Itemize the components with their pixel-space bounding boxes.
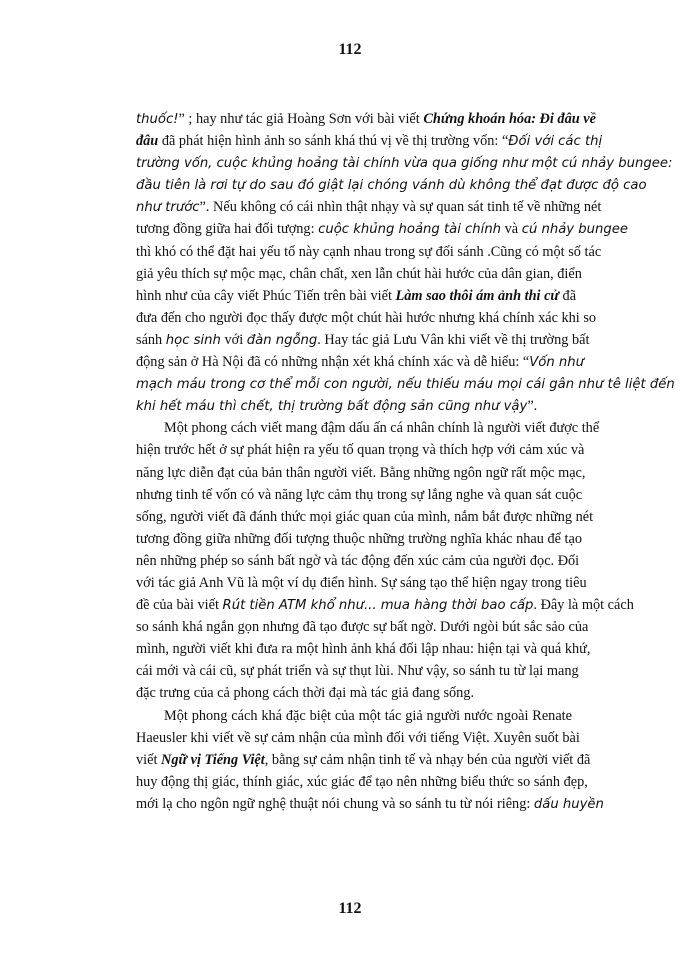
- text-run: Một phong cách khá đặc biệt của một tác giả người nước ngoài Renate: [164, 707, 572, 724]
- text-run: tương đồng giữa hai đối tượng:: [136, 221, 319, 238]
- quoted-text: học sinh: [165, 332, 221, 348]
- text-run: . Đây là một cách: [533, 597, 634, 614]
- text-line: [136, 263, 582, 285]
- text-run: thì khó có thể đặt hai yếu tố này cạnh nhau trong sự đối sánh .Cũng có một số tác: [136, 243, 602, 260]
- text-run: đã: [558, 287, 577, 304]
- text-run: với tác giả Anh Vũ là một ví dụ điển hình. Sự sáng tạo thể hiện ngay trong tiêu: [136, 574, 587, 591]
- text-line: [136, 241, 602, 263]
- text-run: ” ; hay như tác giả Hoàng Sơn với bài viết: [178, 111, 424, 127]
- text-run: đã phát hiện hình ảnh so sánh khá thú vị về thị trường vốn: “: [158, 133, 509, 150]
- text-line: [136, 395, 572, 417]
- page-number-bottom: 112: [338, 900, 362, 917]
- article-title: đâu: [136, 133, 159, 150]
- text-line: [136, 462, 586, 484]
- quoted-text: mạch máu trong cơ thể mỗi con người, nếu thiếu máu mọi cái gân như tê liệt đến: [136, 377, 675, 393]
- text-line: [136, 727, 580, 749]
- text-run: cái mới và cái cũ, sự phát triển và sự thụt lùi. Như vậy, so sánh tu từ lại mang: [136, 663, 579, 680]
- text-line: [136, 771, 588, 793]
- text-line: [136, 660, 579, 682]
- text-run: sánh: [136, 331, 166, 348]
- text-line: [136, 793, 604, 815]
- text-line: [136, 108, 596, 130]
- text-line: [136, 594, 634, 616]
- text-run: đặc trưng của cả phong cách thời đại mà tác giả đang sống.: [136, 685, 475, 702]
- quoted-text: thuốc!: [136, 112, 179, 127]
- text-run: giả yêu thích sự mộc mạc, chân chất, xen lẫn chút hài hước của dân gian, điển: [136, 265, 582, 282]
- text-run: ”. Nếu không có cái nhìn thật nhạy và sự quan sát tinh tế về những nét: [199, 199, 602, 216]
- article-title: Chứng khoán hóa: Đi đâu về: [423, 111, 596, 127]
- text-line: [136, 616, 589, 638]
- text-run: với: [220, 331, 247, 348]
- quoted-text: Đối với các thị: [508, 134, 603, 150]
- quoted-text: đầu tiên là rơi tự do sau đó giật lại chóng vánh dù không thể đạt được độ cao: [136, 178, 647, 194]
- article-title: Làm sao thôi ám ảnh thi cử: [395, 287, 559, 304]
- text-run: Haeusler khi viết về sự cảm nhận của mình đối với tiếng Việt. Xuyên suốt bài: [136, 729, 580, 746]
- text-run: huy động thị giác, thính giác, xúc giác để tạo nên những biểu thức so sánh đẹp,: [136, 773, 588, 790]
- text-run: hiện trước hết ở sự phát hiện ra yếu tố quan trọng và thích hợp với cảm xúc và: [136, 442, 585, 459]
- text-line: [136, 307, 597, 329]
- text-run: đưa đến cho người đọc thấy được một chút hài hước nhưng khá chính xác khi so: [136, 309, 597, 326]
- text-run: viết: [136, 751, 162, 768]
- text-run: năng lực diễn đạt của bản thân người viết. Bằng những ngôn ngữ rất mộc mạc,: [136, 464, 586, 481]
- text-run: nhưng tinh tế vốn có và năng lực cảm thụ trong sự lắng nghe và quan sát cuộc: [136, 486, 583, 503]
- text-run: mình, người viết khi đưa ra một hình ảnh khá đối lập nhau: hiện tại và quá khứ,: [136, 641, 591, 658]
- text-line: [136, 484, 583, 506]
- text-run: mới lạ cho ngôn ngữ nghệ thuật nói chung và so sánh tu từ nói riêng:: [136, 795, 534, 812]
- page-number-top: 112: [338, 41, 362, 58]
- text-line: [136, 528, 582, 550]
- quoted-text: khi hết máu thì chết, thị trường bất động sản cũng như vậy: [136, 399, 528, 415]
- article-title: Ngữ vị Tiếng Việt: [161, 751, 265, 768]
- text-line: [136, 705, 572, 727]
- quoted-text: dấu huyền: [533, 796, 604, 812]
- quoted-text: đàn ngỗng: [246, 332, 318, 348]
- text-line: [136, 130, 603, 152]
- text-run: sống, người viết đã đánh thức mọi giác quan của mình, nắm bắt được những nét: [136, 508, 594, 525]
- quoted-text: như trước: [136, 200, 200, 216]
- text-run: đề của bài viết: [136, 597, 223, 614]
- text-line: [136, 572, 587, 594]
- text-line: [136, 638, 591, 660]
- text-run: và: [501, 221, 522, 238]
- text-line: [136, 218, 628, 240]
- text-run: tương đồng giữa những đối tượng thuộc những trường nghĩa khác nhau để tạo: [136, 530, 582, 547]
- text-line: [136, 417, 600, 439]
- text-run: Một phong cách viết mang đậm dấu ấn cá nhân chính là người viết được thể: [164, 420, 600, 437]
- text-line: [136, 196, 602, 218]
- text-line: [136, 351, 584, 373]
- quoted-text: cuộc khủng hoảng tài chính: [318, 222, 502, 238]
- text-line: [136, 152, 673, 174]
- text-line: [136, 285, 577, 307]
- text-line: [136, 682, 572, 704]
- body-text: [136, 108, 675, 815]
- quoted-text: trường vốn, cuộc khủng hoảng tài chính vừa qua giống như một cú nhảy bungee:: [136, 156, 673, 172]
- text-line: [136, 439, 585, 461]
- text-line: [136, 373, 675, 395]
- text-run: so sánh khá ngắn gọn nhưng đã tạo được sự bất ngờ. Dưới ngòi bút sắc sảo của: [136, 619, 589, 636]
- text-run: hình như của cây viết Phúc Tiến trên bài viết: [136, 287, 396, 304]
- text-run: nên những phép so sánh bất ngờ và tác động đến xúc cảm của người đọc. Đối: [136, 552, 580, 569]
- quoted-text: Rút tiền ATM khổ như... mua hàng thời bao cấp: [222, 598, 534, 614]
- text-run: , bằng sự cảm nhận tinh tế và nhạy bén của người viết đã: [264, 751, 591, 768]
- text-line: [136, 506, 594, 528]
- text-run: . Hay tác giả Lưu Vân khi viết về thị trường bất: [317, 331, 590, 348]
- quoted-text: cú nhảy bungee: [521, 222, 628, 238]
- quoted-text: Vốn như: [529, 355, 584, 371]
- text-line: [136, 174, 647, 196]
- text-run: động sản ở Hà Nội đã có những nhận xét khá chính xác và dễ hiểu: “: [136, 354, 530, 371]
- text-run: ”.: [527, 398, 538, 415]
- text-line: [136, 550, 580, 572]
- text-line: [136, 749, 591, 771]
- text-line: [136, 329, 590, 351]
